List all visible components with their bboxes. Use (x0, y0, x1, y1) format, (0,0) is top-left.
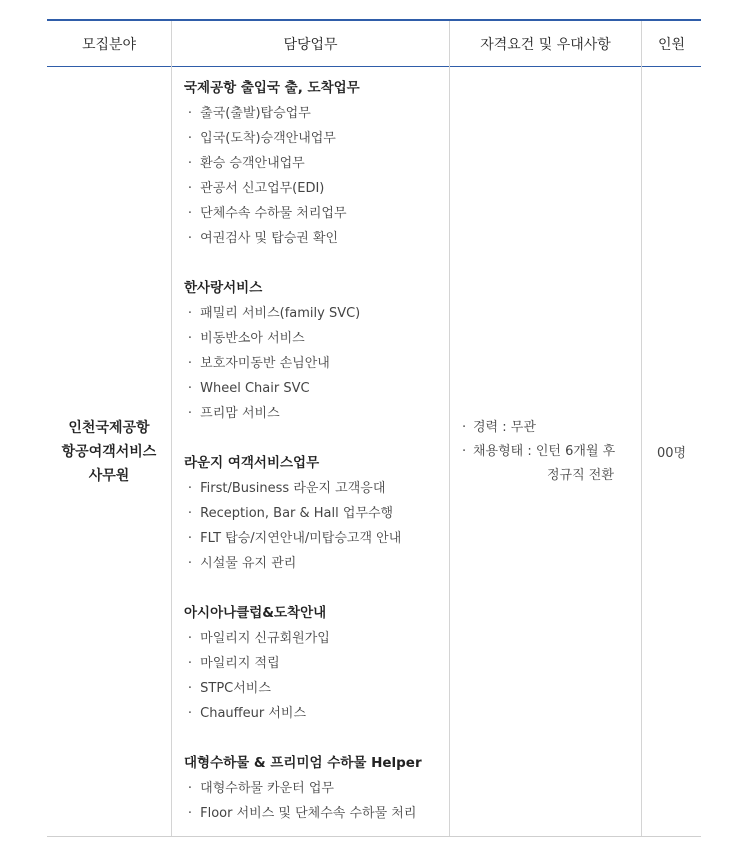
duty-item (184, 526, 446, 551)
duty-item (184, 501, 446, 526)
duty-item-text: Reception, Bar & Hall 업무수행 (200, 506, 394, 521)
bullet: · (187, 781, 193, 796)
bullet: · (187, 356, 193, 371)
header-qualifications: 자격요건 및 우대사항 (480, 36, 611, 53)
duty-item-text: 대형수하물 카운터 업무 (200, 781, 334, 796)
duty-item (184, 301, 446, 326)
bullet: · (187, 806, 193, 821)
duty-section-title: 라운지 여객서비스업무 (184, 455, 320, 471)
bullet: · (187, 531, 193, 546)
duty-item-text: 입국(도착)승객안내업무 (200, 131, 336, 146)
bullet: · (187, 706, 193, 721)
duty-item (184, 626, 446, 651)
duty-item (184, 776, 446, 801)
duty-section (184, 751, 446, 826)
duty-item-text: 패밀리 서비스(family SVC) (200, 306, 361, 321)
bullet: · (187, 631, 193, 646)
bullet: · (187, 406, 193, 421)
headcount-cell: 00명 (656, 446, 687, 461)
duty-item (184, 651, 446, 676)
duty-item (184, 376, 446, 401)
bullet: · (462, 420, 467, 435)
duties-cell (184, 76, 446, 826)
bullet: · (187, 156, 193, 171)
duty-item-text: 출국(출발)탑승업무 (200, 106, 311, 121)
duty-item-text: Floor 서비스 및 단체수속 수하물 처리 (200, 806, 417, 821)
header-field: 모집분야 (81, 36, 137, 53)
duty-item (184, 176, 446, 201)
duty-item-text: 여권검사 및 탑승권 확인 (200, 231, 339, 246)
duty-item-text: First/Business 라운지 고객응대 (200, 481, 386, 496)
duty-item-text: FLT 탑승/지연안내/미탑승고객 안내 (200, 531, 402, 546)
duty-item (184, 326, 446, 351)
duty-section (184, 601, 446, 726)
duty-item-text: Wheel Chair SVC (200, 381, 310, 396)
field-line: 항공여객서비스 (61, 443, 157, 460)
qualification-employment-cont: 정규직 전환 (547, 468, 614, 483)
qualification-experience: 경력 : 무관 (473, 420, 536, 435)
duty-item (184, 551, 446, 576)
duty-item (184, 201, 446, 226)
bullet: · (187, 106, 193, 121)
duty-section-title: 한사랑서비스 (184, 280, 263, 296)
duty-item-text: 환승 승객안내업무 (200, 156, 305, 171)
duty-item-text: 마일리지 적립 (200, 656, 280, 671)
qualification-item (462, 440, 642, 464)
qualifications-cell (462, 416, 642, 488)
bullet: · (187, 331, 193, 346)
bullet: · (187, 181, 193, 196)
duty-item (184, 676, 446, 701)
bullet: · (187, 656, 193, 671)
duty-section-title: 국제공항 출입국 출, 도착업무 (184, 80, 360, 96)
bullet: · (187, 681, 193, 696)
duty-item-text: 보호자미동반 손님안내 (200, 356, 330, 371)
duty-item (184, 101, 446, 126)
bullet: · (462, 444, 467, 459)
header-duties: 담당업무 (283, 36, 338, 53)
qualification-item (462, 416, 642, 440)
duty-item-text: Chauffeur 서비스 (200, 706, 307, 721)
duty-section-title: 대형수하물 & 프리미엄 수하물 Helper (184, 755, 422, 771)
bullet: · (187, 306, 193, 321)
duty-item (184, 126, 446, 151)
duty-item-text: 마일리지 신규회원가입 (200, 631, 330, 646)
duty-item (184, 351, 446, 376)
duty-section (184, 451, 446, 576)
bullet: · (187, 556, 193, 571)
duty-section (184, 76, 446, 251)
bullet: · (187, 506, 193, 521)
field-line: 인천국제공항 (68, 419, 150, 436)
duty-item (184, 151, 446, 176)
duty-item-text: STPC서비스 (200, 681, 271, 696)
column-divider (449, 21, 450, 836)
bullet: · (187, 481, 193, 496)
duty-item (184, 701, 446, 726)
duty-item (184, 476, 446, 501)
table-bottom-border (47, 836, 701, 837)
duty-item-text: 프리맘 서비스 (200, 406, 280, 421)
duty-section (184, 276, 446, 426)
duty-item-text: 시설물 유지 관리 (200, 556, 297, 571)
column-divider (171, 21, 172, 836)
duty-item (184, 401, 446, 426)
duty-item (184, 801, 446, 826)
bullet: · (187, 131, 193, 146)
duty-item-text: 단체수속 수하물 처리업무 (200, 206, 347, 221)
header-headcount: 인원 (657, 36, 686, 53)
duty-item-text: 비동반소아 서비스 (200, 331, 305, 346)
bullet: · (187, 381, 193, 396)
duty-item-text: 관공서 신고업무(EDI) (200, 181, 325, 196)
duty-item (184, 226, 446, 251)
bullet: · (187, 206, 193, 221)
duty-section-title: 아시아나클럽&도착안내 (184, 605, 327, 621)
qualification-employment: 채용형태 : 인턴 6개월 후 (473, 444, 616, 459)
field-cell (47, 67, 171, 836)
bullet: · (187, 231, 193, 246)
field-line: 사무원 (88, 467, 130, 484)
